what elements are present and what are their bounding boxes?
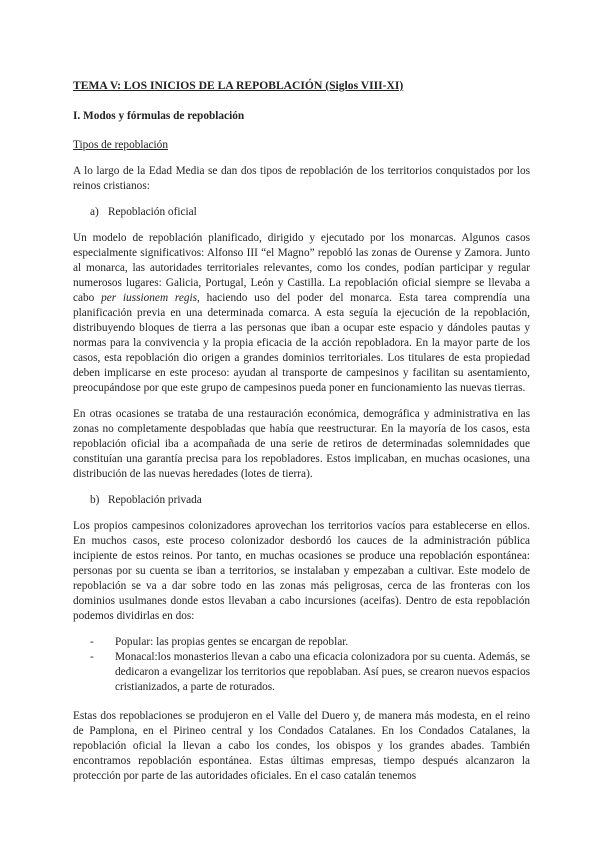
privada-paragraph: Los propios campesinos colonizadores aprovechan los territorios vacíos para establecerse en ellos. En muchos casos, este proceso colonizador desbordó los cauces de la administración pública incipiente de estos reinos. Por tanto, en muchas ocasiones se produce una repoblación espontánea: personas por su cuenta se iban a territorios, se instalaban y empezaban a cultivar. Este modelo de repoblación se va a dar sobre todo en las zonas más peligrosas, cerca de las fronteras con los dominios usulmanes donde estos llevaban a cabo incursiones (aceifas). Dentro de esta repoblación podemos dividirlas en dos: [73, 520, 530, 622]
document-title: TEMA V: LOS INICIOS DE LA REPOBLACIÓN (Siglos VIII-XI) [73, 79, 404, 92]
privada-heading [90, 493, 530, 508]
privada-list [90, 635, 530, 695]
oficial-heading [90, 205, 530, 220]
privada-title: Repoblación privada [108, 494, 202, 506]
oficial-paragraph-2: En otras ocasiones se trataba de una restauración económica, demográfica y administrativa en las zonas no completamente despobladas que había que reestructurar. En la mayoría de los casos, esta repoblación oficial iba a acompañada de una serie de retiros de determinadas solemnidades que constituían una garantía precisa para los repobladores. Estos implicaban, en muchas ocasiones, una distribución de las nuevas heredades (lotes de tierra). [73, 408, 530, 480]
latin-phrase: per iussionem regis [101, 292, 198, 304]
list-item: - Monacal:los monasterios llevan a cabo una eficacia colonizadora por su cuenta. Además, se dedicaron a evangelizar los territorios que repoblaban. Así pues, se crearon nuevos espacios cristianizados, a parte de roturados. [90, 651, 530, 693]
intro-paragraph: A lo largo de la Edad Media se dan dos tipos de repoblación de los territorios conquistados por los reinos cristianos: [73, 165, 530, 192]
oficial-paragraph-1: Un modelo de repoblación planificado, dirigido y ejecutado por los monarcas. Algunos casos especialmente significativos: Alfonso III “el Magno” repobló las zonas de Ourense y Zamora. Junto al monarca, las autoridades territoriales relevantes, como los condes, podían participar y regular numerosos lugares: Galicia, Portugal, León y Castilla. La repoblación oficial siempre se llevaba a cabo per iussionem regis, haciendo uso del poder del monarca. Esta tarea comprendía una planificación previa en una determinada comarca. A esta seguía la ejecución de la repoblación, distribuyendo bloques de tierra a las personas que iban a ocupar este espacio y dándoles pautas y normas para la convivencia y la propia eficacia de la acción repobladora. En la mayor parte de los casos, esta repoblación dio origen a grandes dominios territoriales. Los titulares de esta propiedad deben implicarse en este proceso: ayudan al transporte de campesinos y facilitan su asentamiento, preocupándose por que este grupo de campesinos pueda poner en funcionamiento las nuevas tierras. [73, 232, 530, 394]
section-heading: I. Modos y fórmulas de repoblación [73, 110, 245, 122]
oficial-label: a) [90, 206, 99, 218]
subheading: Tipos de repoblación [73, 139, 168, 151]
privada-label: b) [90, 494, 100, 506]
document-page [73, 78, 530, 795]
oficial-title: Repoblación oficial [108, 206, 197, 218]
closing-paragraph: Estas dos repoblaciones se produjeron en el Valle del Duero y, de manera más modesta, en el reino de Pamplona, en el Pirineo central y los Condados Catalanes. En los Condados Catalanes, la repoblación oficial la llevan a cabo los condes, los obispos y los grandes abades. También encontramos repoblación espontánea. Estas últimas empresas, tiempo después alcanzaron la protección por parte de las autoridades oficiales. En el caso catalán tenemos [73, 710, 530, 782]
list-item: - Popular: las propias gentes se encargan de repoblar. [90, 636, 349, 648]
